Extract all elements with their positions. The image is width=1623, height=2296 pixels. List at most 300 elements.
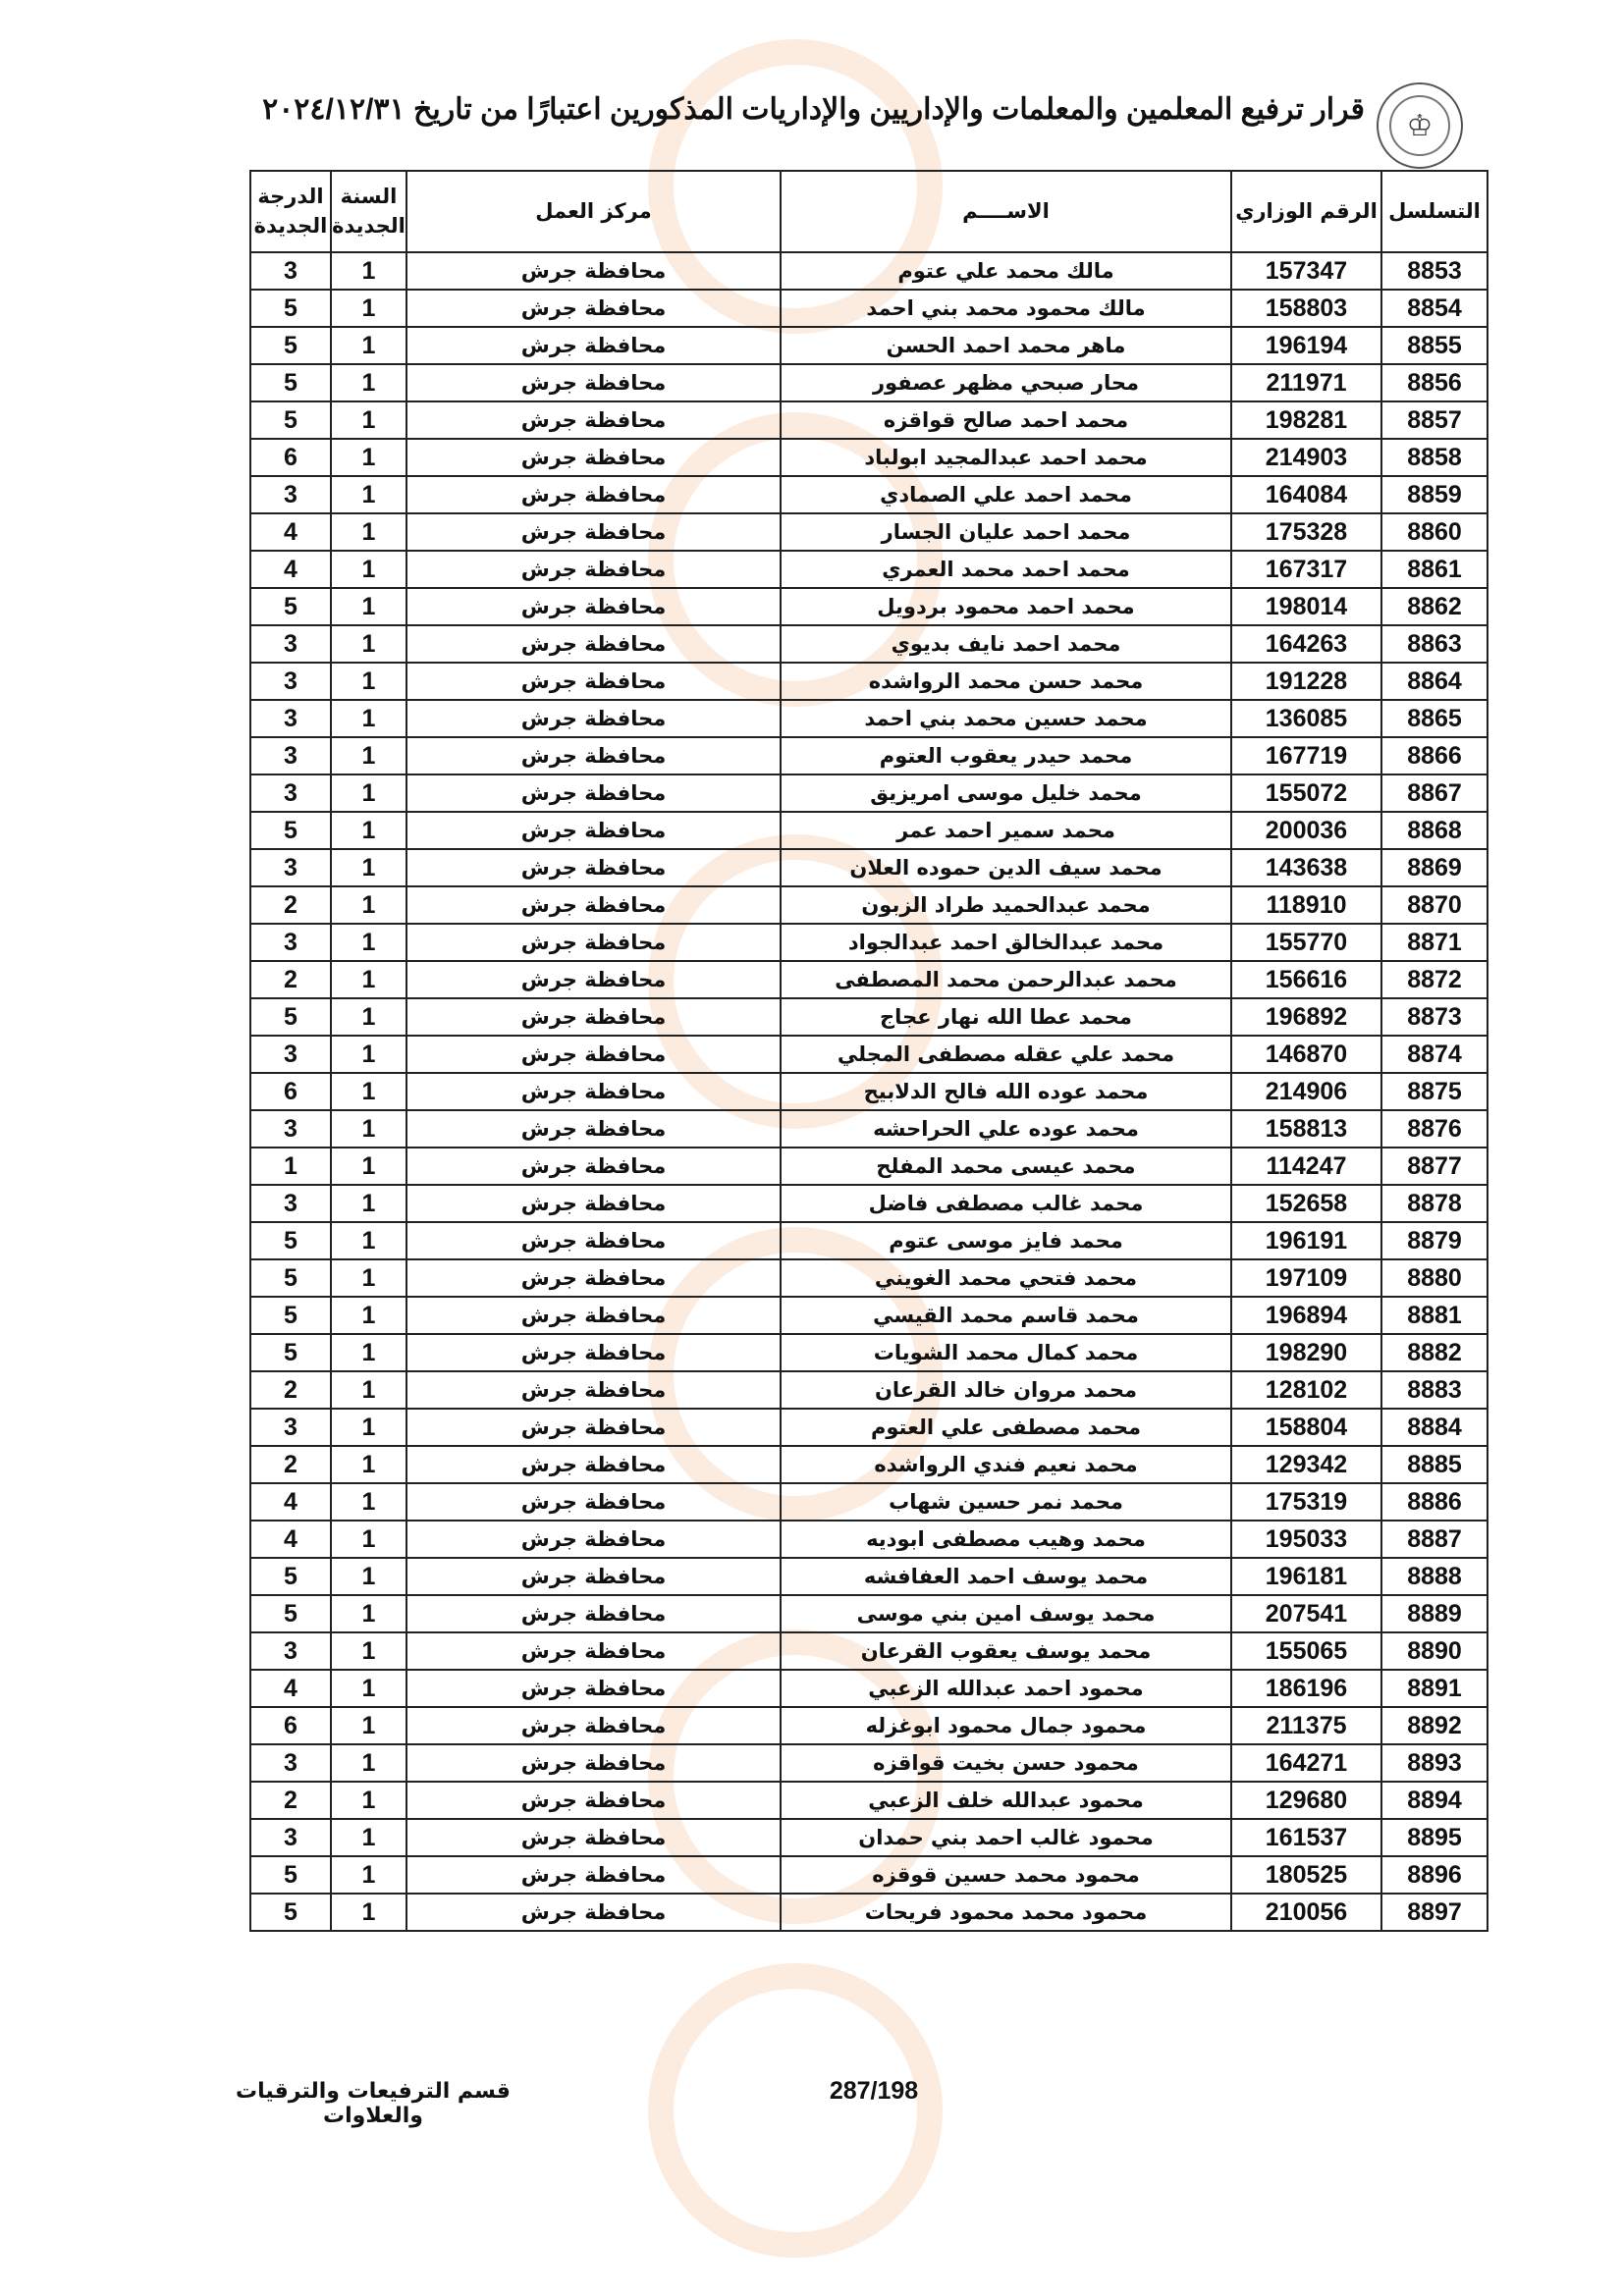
promotions-table — [249, 170, 1488, 1932]
cell-ministerial-no: 158813 — [1231, 1110, 1381, 1148]
cell-new-year: 1 — [331, 252, 406, 290]
cell-work-center: محافظة جرش — [406, 700, 781, 737]
cell-work-center: محافظة جرش — [406, 513, 781, 551]
cell-ministerial-no: 214903 — [1231, 439, 1381, 476]
cell-work-center: محافظة جرش — [406, 1894, 781, 1931]
cell-seq: 8873 — [1381, 998, 1488, 1036]
cell-seq: 8888 — [1381, 1558, 1488, 1595]
header-ministerial-no: الرقم الوزاري — [1231, 171, 1381, 252]
cell-new-year: 1 — [331, 476, 406, 513]
cell-name: محمود عبدالله خلف الزعبي — [781, 1782, 1231, 1819]
cell-new-grade: 5 — [250, 290, 331, 327]
cell-seq: 8861 — [1381, 551, 1488, 588]
cell-name: محمد حسين محمد بني احمد — [781, 700, 1231, 737]
cell-name: محمد وهيب مصطفى ابوديه — [781, 1521, 1231, 1558]
cell-new-grade: 5 — [250, 327, 331, 364]
cell-seq: 8883 — [1381, 1371, 1488, 1409]
cell-new-year: 1 — [331, 663, 406, 700]
cell-new-year: 1 — [331, 439, 406, 476]
cell-work-center: محافظة جرش — [406, 1148, 781, 1185]
cell-name: محمد احمد نايف بديوي — [781, 625, 1231, 663]
cell-ministerial-no: 143638 — [1231, 849, 1381, 886]
cell-new-grade: 5 — [250, 1297, 331, 1334]
cell-ministerial-no: 196894 — [1231, 1297, 1381, 1334]
page-number: 287/198 — [829, 2077, 919, 2105]
cell-seq: 8893 — [1381, 1744, 1488, 1782]
cell-ministerial-no: 198281 — [1231, 401, 1381, 439]
cell-work-center: محافظة جرش — [406, 1371, 781, 1409]
cell-seq: 8897 — [1381, 1894, 1488, 1931]
cell-work-center: محافظة جرش — [406, 961, 781, 998]
cell-name: محمد نعيم فندي الرواشده — [781, 1446, 1231, 1483]
cell-new-grade: 4 — [250, 551, 331, 588]
cell-seq: 8858 — [1381, 439, 1488, 476]
cell-new-grade: 3 — [250, 1632, 331, 1670]
cell-name: محمد احمد صالح قواقزه — [781, 401, 1231, 439]
cell-work-center: محافظة جرش — [406, 327, 781, 364]
table-row — [250, 1334, 1488, 1371]
cell-seq: 8874 — [1381, 1036, 1488, 1073]
cell-new-grade: 3 — [250, 1110, 331, 1148]
cell-ministerial-no: 200036 — [1231, 812, 1381, 849]
cell-seq: 8880 — [1381, 1259, 1488, 1297]
cell-ministerial-no: 211971 — [1231, 364, 1381, 401]
cell-ministerial-no: 114247 — [1231, 1148, 1381, 1185]
cell-name: مالك محمود محمد بني احمد — [781, 290, 1231, 327]
cell-new-year: 1 — [331, 1782, 406, 1819]
cell-new-grade: 6 — [250, 1073, 331, 1110]
cell-seq: 8882 — [1381, 1334, 1488, 1371]
cell-name: محمود غالب احمد بني حمدان — [781, 1819, 1231, 1856]
cell-ministerial-no: 164084 — [1231, 476, 1381, 513]
cell-seq: 8856 — [1381, 364, 1488, 401]
cell-name: محمد فتحي محمد الغويني — [781, 1259, 1231, 1297]
cell-ministerial-no: 157347 — [1231, 252, 1381, 290]
cell-name: محمد كمال محمد الشويات — [781, 1334, 1231, 1371]
cell-work-center: محافظة جرش — [406, 1819, 781, 1856]
cell-ministerial-no: 164263 — [1231, 625, 1381, 663]
cell-name: محمود حسن بخيت قواقزه — [781, 1744, 1231, 1782]
cell-new-year: 1 — [331, 924, 406, 961]
cell-seq: 8863 — [1381, 625, 1488, 663]
cell-new-grade: 3 — [250, 625, 331, 663]
cell-seq: 8895 — [1381, 1819, 1488, 1856]
cell-new-year: 1 — [331, 1819, 406, 1856]
cell-ministerial-no: 198290 — [1231, 1334, 1381, 1371]
table-row — [250, 1782, 1488, 1819]
cell-new-year: 1 — [331, 1521, 406, 1558]
cell-seq: 8896 — [1381, 1856, 1488, 1894]
cell-ministerial-no: 196191 — [1231, 1222, 1381, 1259]
table-row — [250, 1521, 1488, 1558]
cell-name: محمد عبدالحميد طراد الزبون — [781, 886, 1231, 924]
cell-new-year: 1 — [331, 737, 406, 774]
cell-new-year: 1 — [331, 625, 406, 663]
table-row — [250, 327, 1488, 364]
cell-work-center: محافظة جرش — [406, 1036, 781, 1073]
cell-new-year: 1 — [331, 401, 406, 439]
cell-name: محمد عوده علي الحراحشه — [781, 1110, 1231, 1148]
cell-ministerial-no: 175328 — [1231, 513, 1381, 551]
cell-ministerial-no: 146870 — [1231, 1036, 1381, 1073]
cell-seq: 8881 — [1381, 1297, 1488, 1334]
cell-name: محمد علي عقله مصطفى المجلي — [781, 1036, 1231, 1073]
cell-new-year: 1 — [331, 1558, 406, 1595]
header-new-grade: الدرجة الجديدة — [250, 171, 331, 252]
cell-work-center: محافظة جرش — [406, 924, 781, 961]
cell-work-center: محافظة جرش — [406, 1185, 781, 1222]
cell-work-center: محافظة جرش — [406, 551, 781, 588]
cell-work-center: محافظة جرش — [406, 1707, 781, 1744]
cell-name: محمد احمد محمود بردويل — [781, 588, 1231, 625]
cell-ministerial-no: 211375 — [1231, 1707, 1381, 1744]
table-row — [250, 1148, 1488, 1185]
table-row — [250, 513, 1488, 551]
table-row — [250, 924, 1488, 961]
cell-work-center: محافظة جرش — [406, 1632, 781, 1670]
cell-ministerial-no: 214906 — [1231, 1073, 1381, 1110]
cell-seq: 8892 — [1381, 1707, 1488, 1744]
cell-ministerial-no: 167719 — [1231, 737, 1381, 774]
cell-name: محمد قاسم محمد القيسي — [781, 1297, 1231, 1334]
cell-new-year: 1 — [331, 1632, 406, 1670]
cell-work-center: محافظة جرش — [406, 1409, 781, 1446]
cell-new-year: 1 — [331, 1595, 406, 1632]
cell-ministerial-no: 156616 — [1231, 961, 1381, 998]
cell-new-year: 1 — [331, 1446, 406, 1483]
cell-ministerial-no: 196194 — [1231, 327, 1381, 364]
cell-new-year: 1 — [331, 886, 406, 924]
cell-seq: 8869 — [1381, 849, 1488, 886]
cell-name: محمد حسن محمد الرواشده — [781, 663, 1231, 700]
cell-work-center: محافظة جرش — [406, 663, 781, 700]
cell-name: محمد يوسف امين بني موسى — [781, 1595, 1231, 1632]
table-row — [250, 364, 1488, 401]
table-row — [250, 1073, 1488, 1110]
table-row — [250, 1856, 1488, 1894]
cell-new-year: 1 — [331, 1483, 406, 1521]
cell-new-grade: 3 — [250, 737, 331, 774]
table-row — [250, 737, 1488, 774]
cell-seq: 8857 — [1381, 401, 1488, 439]
table-row — [250, 1371, 1488, 1409]
cell-name: محمد مروان خالد القرعان — [781, 1371, 1231, 1409]
cell-work-center: محافظة جرش — [406, 812, 781, 849]
table-row — [250, 1707, 1488, 1744]
cell-seq: 8878 — [1381, 1185, 1488, 1222]
cell-work-center: محافظة جرش — [406, 849, 781, 886]
ministry-emblem-icon: ♔ — [1377, 82, 1463, 169]
cell-name: محمد مصطفى علي العتوم — [781, 1409, 1231, 1446]
cell-new-grade: 5 — [250, 1894, 331, 1931]
cell-work-center: محافظة جرش — [406, 886, 781, 924]
cell-ministerial-no: 158804 — [1231, 1409, 1381, 1446]
cell-ministerial-no: 207541 — [1231, 1595, 1381, 1632]
cell-new-grade: 3 — [250, 1409, 331, 1446]
cell-work-center: محافظة جرش — [406, 1521, 781, 1558]
cell-name: محمد عبدالرحمن محمد المصطفى — [781, 961, 1231, 998]
cell-seq: 8877 — [1381, 1148, 1488, 1185]
cell-name: محمد حيدر يعقوب العتوم — [781, 737, 1231, 774]
cell-new-year: 1 — [331, 961, 406, 998]
header-new-year: السنة الجديدة — [331, 171, 406, 252]
cell-new-year: 1 — [331, 1259, 406, 1297]
cell-ministerial-no: 158803 — [1231, 290, 1381, 327]
cell-new-year: 1 — [331, 998, 406, 1036]
cell-new-grade: 2 — [250, 1782, 331, 1819]
cell-new-grade: 3 — [250, 700, 331, 737]
cell-seq: 8876 — [1381, 1110, 1488, 1148]
table-row — [250, 1409, 1488, 1446]
table-row — [250, 1222, 1488, 1259]
cell-new-year: 1 — [331, 588, 406, 625]
cell-work-center: محافظة جرش — [406, 1744, 781, 1782]
cell-new-grade: 4 — [250, 513, 331, 551]
cell-new-grade: 5 — [250, 1558, 331, 1595]
cell-new-grade: 3 — [250, 663, 331, 700]
cell-name: محمد نمر حسين شهاب — [781, 1483, 1231, 1521]
cell-seq: 8889 — [1381, 1595, 1488, 1632]
table-row — [250, 849, 1488, 886]
cell-new-year: 1 — [331, 1036, 406, 1073]
cell-new-grade: 4 — [250, 1521, 331, 1558]
cell-work-center: محافظة جرش — [406, 401, 781, 439]
cell-ministerial-no: 155072 — [1231, 774, 1381, 812]
cell-ministerial-no: 191228 — [1231, 663, 1381, 700]
cell-seq: 8891 — [1381, 1670, 1488, 1707]
header-seq: التسلسل — [1381, 171, 1488, 252]
cell-new-year: 1 — [331, 513, 406, 551]
cell-new-year: 1 — [331, 1894, 406, 1931]
cell-ministerial-no: 155770 — [1231, 924, 1381, 961]
cell-seq: 8866 — [1381, 737, 1488, 774]
cell-ministerial-no: 180525 — [1231, 1856, 1381, 1894]
cell-work-center: محافظة جرش — [406, 588, 781, 625]
cell-new-grade: 3 — [250, 849, 331, 886]
cell-ministerial-no: 195033 — [1231, 1521, 1381, 1558]
cell-new-grade: 5 — [250, 1222, 331, 1259]
header-work-center: مركز العمل — [406, 171, 781, 252]
cell-name: محمد احمد علي الصمادي — [781, 476, 1231, 513]
cell-ministerial-no: 197109 — [1231, 1259, 1381, 1297]
cell-name: ماهر محمد احمد الحسن — [781, 327, 1231, 364]
cell-ministerial-no: 129342 — [1231, 1446, 1381, 1483]
cell-seq: 8872 — [1381, 961, 1488, 998]
table-row — [250, 1297, 1488, 1334]
cell-name: محمود احمد عبدالله الزعبي — [781, 1670, 1231, 1707]
cell-work-center: محافظة جرش — [406, 439, 781, 476]
cell-name: محار صبحي مظهر عصفور — [781, 364, 1231, 401]
cell-new-grade: 5 — [250, 998, 331, 1036]
cell-seq: 8862 — [1381, 588, 1488, 625]
cell-new-year: 1 — [331, 1371, 406, 1409]
cell-seq: 8870 — [1381, 886, 1488, 924]
cell-work-center: محافظة جرش — [406, 774, 781, 812]
cell-new-grade: 3 — [250, 1185, 331, 1222]
cell-new-grade: 5 — [250, 364, 331, 401]
cell-work-center: محافظة جرش — [406, 1558, 781, 1595]
table-row — [250, 1185, 1488, 1222]
cell-seq: 8854 — [1381, 290, 1488, 327]
table-row — [250, 1446, 1488, 1483]
table-row — [250, 812, 1488, 849]
cell-ministerial-no: 136085 — [1231, 700, 1381, 737]
cell-new-grade: 3 — [250, 476, 331, 513]
header-name: الاســــم — [781, 171, 1231, 252]
cell-new-year: 1 — [331, 1334, 406, 1371]
cell-ministerial-no: 196181 — [1231, 1558, 1381, 1595]
table-row — [250, 1894, 1488, 1931]
cell-new-grade: 2 — [250, 1371, 331, 1409]
cell-seq: 8890 — [1381, 1632, 1488, 1670]
cell-new-grade: 3 — [250, 252, 331, 290]
cell-work-center: محافظة جرش — [406, 1110, 781, 1148]
table-row — [250, 439, 1488, 476]
table-row — [250, 551, 1488, 588]
cell-name: محمد احمد عليان الجسار — [781, 513, 1231, 551]
cell-name: محمود جمال محمود ابوغزله — [781, 1707, 1231, 1744]
table-row — [250, 886, 1488, 924]
cell-seq: 8894 — [1381, 1782, 1488, 1819]
table-row — [250, 476, 1488, 513]
cell-work-center: محافظة جرش — [406, 290, 781, 327]
cell-seq: 8864 — [1381, 663, 1488, 700]
table-row — [250, 1036, 1488, 1073]
cell-ministerial-no: 152658 — [1231, 1185, 1381, 1222]
cell-name: محمد يوسف احمد العفافشه — [781, 1558, 1231, 1595]
page-title: قرار ترفيع المعلمين والمعلمات والإداريين والإداريات المذكورين اعتبارًا من تاريخ ٢٠٢٤/١٢/٣١ — [262, 93, 1365, 126]
cell-new-year: 1 — [331, 1185, 406, 1222]
cell-seq: 8875 — [1381, 1073, 1488, 1110]
cell-new-grade: 3 — [250, 774, 331, 812]
cell-seq: 8871 — [1381, 924, 1488, 961]
cell-new-year: 1 — [331, 1110, 406, 1148]
table-row — [250, 1483, 1488, 1521]
cell-work-center: محافظة جرش — [406, 1334, 781, 1371]
table-row — [250, 1110, 1488, 1148]
cell-work-center: محافظة جرش — [406, 625, 781, 663]
table-row — [250, 1632, 1488, 1670]
cell-new-year: 1 — [331, 774, 406, 812]
cell-new-year: 1 — [331, 1707, 406, 1744]
table-header-row — [250, 171, 1488, 252]
cell-name: محمد عيسى محمد المفلح — [781, 1148, 1231, 1185]
cell-new-grade: 5 — [250, 1259, 331, 1297]
table-row — [250, 625, 1488, 663]
cell-name: محمد يوسف يعقوب القرعان — [781, 1632, 1231, 1670]
watermark — [648, 1963, 943, 2258]
table-row — [250, 588, 1488, 625]
cell-new-year: 1 — [331, 1222, 406, 1259]
cell-new-year: 1 — [331, 1670, 406, 1707]
cell-new-grade: 5 — [250, 1595, 331, 1632]
cell-name: محمد خليل موسى امريزيق — [781, 774, 1231, 812]
cell-new-grade: 5 — [250, 588, 331, 625]
cell-work-center: محافظة جرش — [406, 1670, 781, 1707]
cell-name: محمد غالب مصطفى فاضل — [781, 1185, 1231, 1222]
cell-ministerial-no: 196892 — [1231, 998, 1381, 1036]
cell-seq: 8860 — [1381, 513, 1488, 551]
table-row — [250, 1595, 1488, 1632]
cell-ministerial-no: 167317 — [1231, 551, 1381, 588]
cell-work-center: محافظة جرش — [406, 1595, 781, 1632]
cell-ministerial-no: 164271 — [1231, 1744, 1381, 1782]
table-row — [250, 252, 1488, 290]
cell-new-year: 1 — [331, 812, 406, 849]
cell-name: مالك محمد علي عتوم — [781, 252, 1231, 290]
cell-seq: 8865 — [1381, 700, 1488, 737]
cell-work-center: محافظة جرش — [406, 1782, 781, 1819]
table-row — [250, 961, 1488, 998]
cell-seq: 8887 — [1381, 1521, 1488, 1558]
cell-new-year: 1 — [331, 700, 406, 737]
cell-name: محمد احمد عبدالمجيد ابولباد — [781, 439, 1231, 476]
cell-new-grade: 5 — [250, 812, 331, 849]
department-name: قسم الترفيعات والترقيات والعلاوات — [236, 2079, 511, 2128]
cell-new-grade: 4 — [250, 1670, 331, 1707]
cell-work-center: محافظة جرش — [406, 737, 781, 774]
cell-work-center: محافظة جرش — [406, 1222, 781, 1259]
cell-new-year: 1 — [331, 1148, 406, 1185]
cell-ministerial-no: 129680 — [1231, 1782, 1381, 1819]
cell-work-center: محافظة جرش — [406, 364, 781, 401]
cell-new-grade: 4 — [250, 1483, 331, 1521]
table-row — [250, 1259, 1488, 1297]
cell-name: محمد عبدالخالق احمد عبدالجواد — [781, 924, 1231, 961]
cell-seq: 8885 — [1381, 1446, 1488, 1483]
cell-work-center: محافظة جرش — [406, 1073, 781, 1110]
cell-ministerial-no: 128102 — [1231, 1371, 1381, 1409]
cell-new-grade: 3 — [250, 1036, 331, 1073]
cell-new-year: 1 — [331, 290, 406, 327]
cell-work-center: محافظة جرش — [406, 1446, 781, 1483]
cell-seq: 8879 — [1381, 1222, 1488, 1259]
cell-new-grade: 5 — [250, 1334, 331, 1371]
cell-new-year: 1 — [331, 1409, 406, 1446]
cell-name: محمد عطا الله نهار عجاج — [781, 998, 1231, 1036]
cell-seq: 8853 — [1381, 252, 1488, 290]
table-row — [250, 1819, 1488, 1856]
table-row — [250, 998, 1488, 1036]
cell-seq: 8886 — [1381, 1483, 1488, 1521]
cell-work-center: محافظة جرش — [406, 476, 781, 513]
cell-ministerial-no: 198014 — [1231, 588, 1381, 625]
cell-new-year: 1 — [331, 327, 406, 364]
cell-seq: 8859 — [1381, 476, 1488, 513]
table-row — [250, 774, 1488, 812]
cell-work-center: محافظة جرش — [406, 1856, 781, 1894]
cell-seq: 8867 — [1381, 774, 1488, 812]
cell-new-grade: 3 — [250, 1819, 331, 1856]
cell-new-grade: 3 — [250, 1744, 331, 1782]
table-row — [250, 290, 1488, 327]
table-row — [250, 401, 1488, 439]
cell-name: محمد عوده الله فالح الدلابيح — [781, 1073, 1231, 1110]
cell-new-year: 1 — [331, 1073, 406, 1110]
cell-work-center: محافظة جرش — [406, 1297, 781, 1334]
cell-new-grade: 2 — [250, 1446, 331, 1483]
cell-new-year: 1 — [331, 1856, 406, 1894]
cell-new-year: 1 — [331, 364, 406, 401]
cell-seq: 8868 — [1381, 812, 1488, 849]
cell-new-grade: 2 — [250, 886, 331, 924]
cell-name: محمد سيف الدين حموده العلان — [781, 849, 1231, 886]
cell-new-year: 1 — [331, 849, 406, 886]
table-row — [250, 1744, 1488, 1782]
cell-work-center: محافظة جرش — [406, 1259, 781, 1297]
cell-work-center: محافظة جرش — [406, 1483, 781, 1521]
cell-work-center: محافظة جرش — [406, 998, 781, 1036]
